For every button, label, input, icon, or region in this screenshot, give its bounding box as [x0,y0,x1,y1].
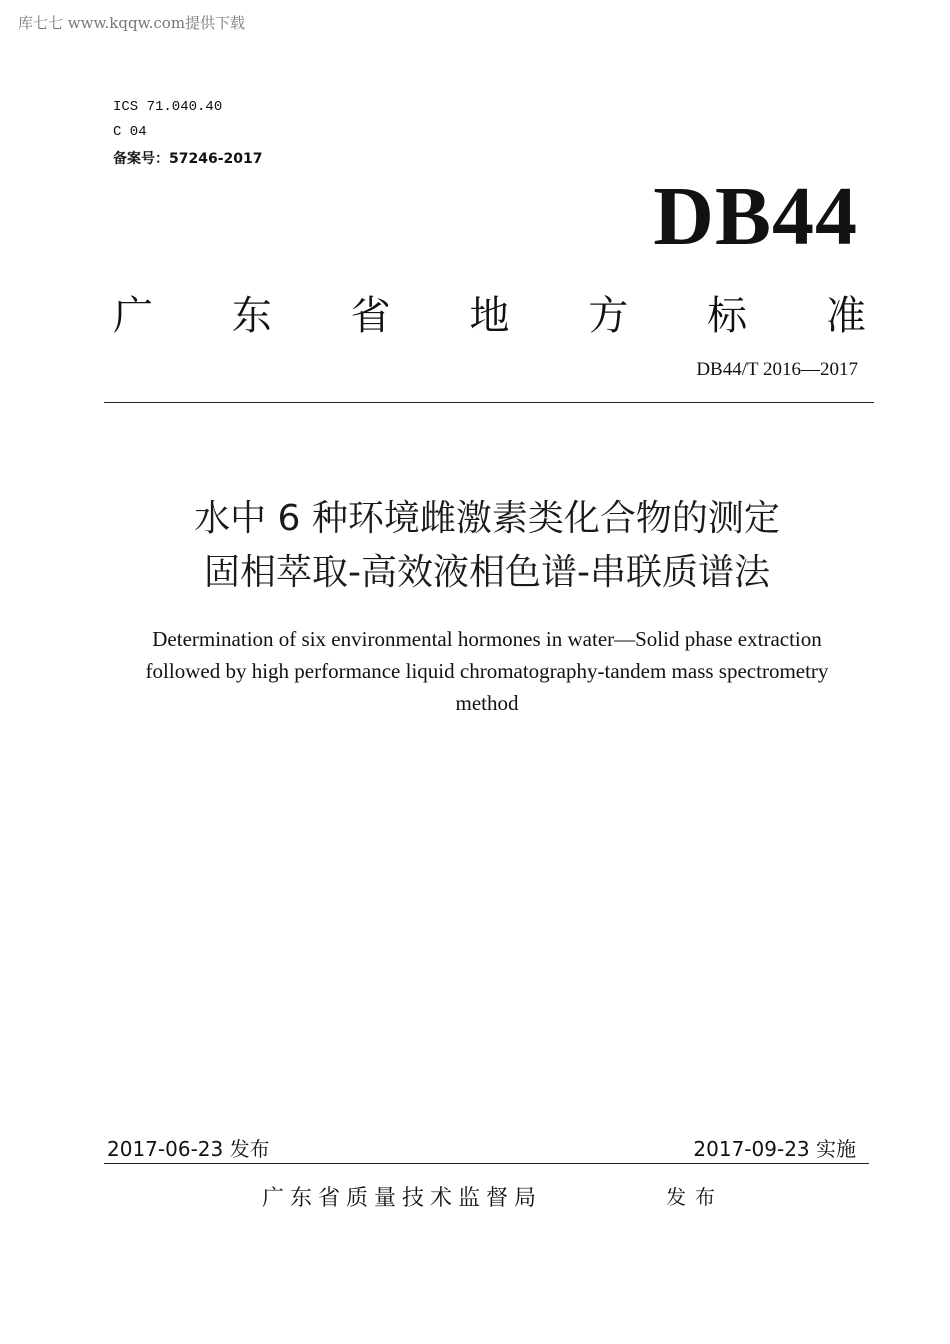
db-logo: DB44 [653,170,858,263]
record-number: 备案号：57246-2017 [113,151,263,167]
publish-label: 发布 [666,1185,724,1209]
title-english-line-2: followed by high performance liquid chromatography-tandem mass spectrometry [145,659,829,683]
issuing-authority: 广东省质量技术监督局 [262,1186,543,1211]
standard-type-char: 准 [825,293,866,339]
issue-date: 2017-06-23 发布 [107,1137,270,1161]
title-english-line-3: method [455,691,519,715]
top-divider [104,402,874,403]
standard-type-heading [113,284,866,341]
title-chinese-line-1: 水中 6 种环境雌激素类化合物的测定 [194,498,780,539]
title-chinese-line-2: 固相萃取-高效液相色谱-串联质谱法 [204,552,770,593]
standard-type-char: 广 [113,293,153,339]
classification-code: C 04 [113,124,147,140]
standard-type-char: 东 [231,293,272,339]
standard-type-char: 方 [588,293,629,339]
ics-code: ICS 71.040.40 [113,99,223,115]
standard-type-char: 省 [350,293,391,339]
standard-type-char: 地 [469,293,510,339]
standard-number: DB44/T 2016—2017 [696,359,858,380]
title-english-line-1: Determination of six environmental hormones in water—Solid phase extraction [152,627,822,651]
standard-type-char: 标 [707,293,748,339]
implementation-date: 2017-09-23 实施 [693,1137,856,1161]
bottom-divider [104,1163,869,1164]
watermark-text: 库七七 www.kqqw.com提供下载 [18,14,246,32]
